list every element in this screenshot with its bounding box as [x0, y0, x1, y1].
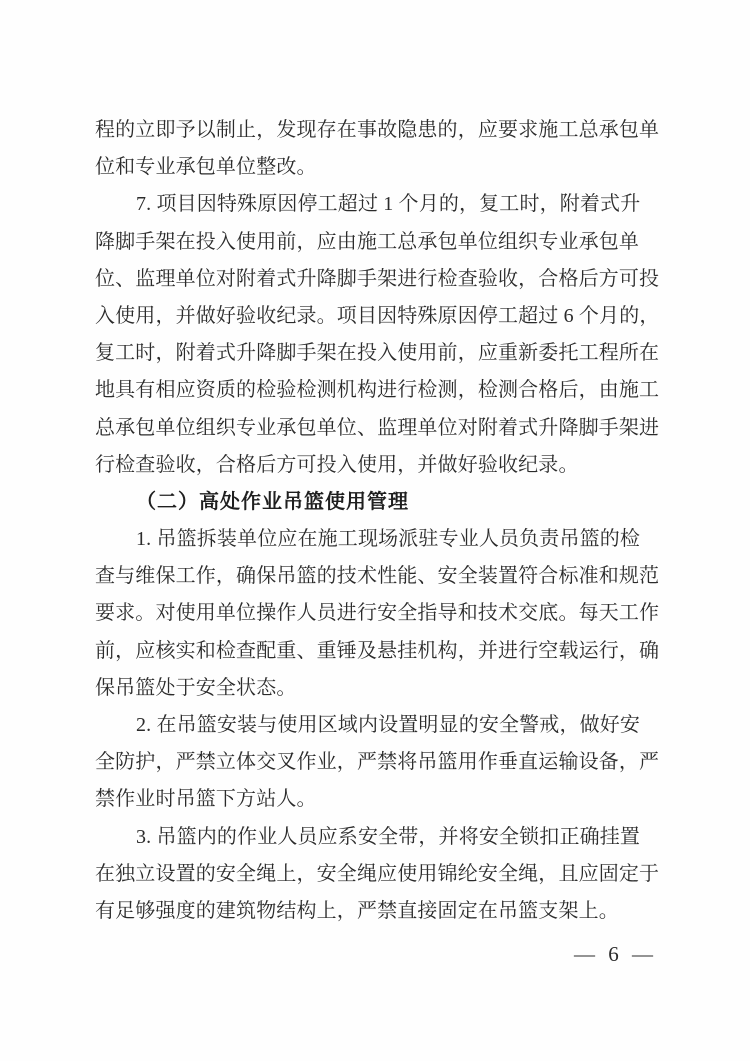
document-body [95, 112, 661, 930]
text-line: 总承包单位组织专业承包单位、监理单位对附着式升降脚手架进 [95, 416, 660, 439]
text-line: 行检查验收，合格后方可投入使用，并做好验收纪录。 [95, 453, 579, 476]
text-line: 复工时，附着式升降脚手架在投入使用前，应重新委托工程所在 [95, 342, 660, 365]
text-line: 保吊篮处于安全状态。 [95, 676, 297, 699]
text-line: 位和专业承包单位整改。 [95, 156, 317, 179]
section-heading: （二）高处作业吊篮使用管理 [136, 490, 409, 513]
text-line: 查与维保工作，确保吊篮的技术性能、安全装置符合标准和规范 [95, 565, 660, 588]
paragraph-2-first-line: 2. 在吊篮安装与使用区域内设置明显的安全警戒，做好安 [136, 714, 641, 736]
text-line: 降脚手架在投入使用前，应由施工总承包单位组织专业承包单 [95, 230, 640, 253]
page-number: — 6 — [574, 942, 657, 966]
paragraph-7-first-line: 7. 项目因特殊原因停工超过 1 个月的，复工时，附着式升 [136, 193, 641, 216]
text-line: 位、监理单位对附着式升降脚手架进行检查验收，合格后方可投 [95, 267, 660, 290]
text-line: 在独立设置的安全绳上，安全绳应使用锦纶安全绳，且应固定于 [95, 862, 660, 885]
paragraph-3-first-line: 3. 吊篮内的作业人员应系安全带，并将安全锁扣正确挂置 [136, 825, 641, 848]
text-line: 前，应核实和检查配重、重锤及悬挂机构，并进行空载运行，确 [95, 639, 660, 662]
text-line: 全防护，严禁立体交叉作业，严禁将吊篮用作垂直运输设备，严 [95, 751, 660, 774]
text-line: 程的立即予以制止，发现存在事故隐患的，应要求施工总承包单 [95, 119, 660, 141]
text-line: 有足够强度的建筑物结构上，严禁直接固定在吊篮支架上。 [95, 899, 619, 922]
text-line: 要求。对使用单位操作人员进行安全指导和技术交底。每天工作 [95, 602, 660, 625]
text-line: 地具有相应资质的检验检测机构进行检测，检测合格后，由施工 [95, 379, 660, 402]
text-line: 禁作业时吊篮下方站人。 [95, 788, 317, 811]
paragraph-1-first-line: 1. 吊篮拆装单位应在施工现场派驻专业人员负责吊篮的检 [136, 528, 641, 551]
text-line: 入使用，并做好验收纪录。项目因特殊原因停工超过 6 个月的， [95, 304, 660, 327]
